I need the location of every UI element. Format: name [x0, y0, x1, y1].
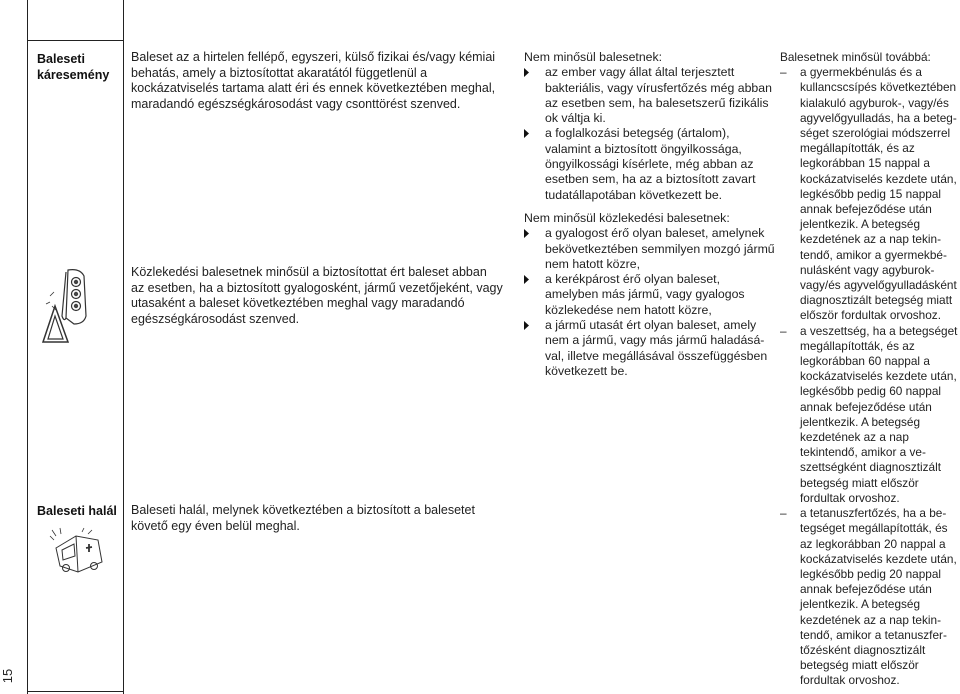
exclusions-column	[524, 50, 776, 379]
bullet-icon	[524, 68, 529, 77]
page-number: 15	[0, 668, 15, 684]
term-accident-event: Baleseti káresemény	[37, 52, 110, 82]
traffic-accident-definition: Közlekedési balesetnek minősül a biztosítottat ért baleset abban az esetben, ha a biztosított gyalogosként, jármű vezetőjeként, vagy utasaként a baleset következtében meghal vagy maradandó egészségkárosodást szenved.	[131, 265, 503, 326]
not-accident-heading: Nem minősül balesetnek:	[524, 50, 663, 64]
not-accident-list	[524, 65, 776, 203]
list-item: – a tetanuszfertőzés, ha a betegséget megállapították, és az legkorábban 20 nappal a kockázatviselés kezdete után, legkésőbb pedig 20 nappal annak befejeződése után jelentkezik. A betegség kezdetének az a nap tekintendő, amikor a tetanuszfertőzésként diagnosztizált betegség miatt először fordultak orvoshoz.	[780, 506, 957, 688]
bullet-icon	[524, 129, 529, 138]
dash-marker: –	[780, 323, 787, 338]
list-item: a kerékpárost érő olyan baleset, amelyben más jármű, vagy gyalogos közlekedése nem hatott közre,	[524, 272, 776, 318]
also-accident-column	[780, 50, 958, 689]
bullet-icon	[524, 275, 529, 284]
also-accident-list	[780, 65, 958, 688]
bullet-icon	[524, 229, 529, 238]
crashed-ambulance-icon	[48, 526, 108, 576]
list-item: a jármű utasát ért olyan baleset, amely nem a jármű, vagy más jármű haladásával, illetve megállásával összefüggésben következett be.	[524, 318, 776, 379]
list-item: az ember vagy állat által terjesztett bakteriális, vagy vírusfertőzés még abban az esetben sem, ha balesetszerű fizikális ok váltja ki.	[524, 65, 776, 126]
also-accident-heading: Balesetnek minősül továbbá:	[780, 50, 931, 64]
not-traffic-list	[524, 226, 776, 379]
list-item: a foglalkozási betegség (ártalom), valamint a biztosított öngyilkossága, öngyilkossági kísérlete, még abban az esetben sem, ha az a biztosított zavart tudatállapotában következett be.	[524, 126, 776, 202]
term-accidental-death: Baleseti halál	[37, 504, 117, 518]
dash-marker: –	[780, 65, 787, 80]
top-rule-line	[27, 40, 123, 41]
left-border-line	[27, 0, 28, 694]
bottom-rule-line	[27, 691, 123, 692]
list-item: – a gyermekbénulás és a kullancscsípés következtében kialakuló agyburok-, vagy/és agyvelőgyulladás, ha a betegséget szerológiai módszerrel megállapították, és az legkorábban 15 nappal a kockázatviselés kezdete után, legkésőbb pedig 15 nappal annak befejeződése után jelentkezik. A betegség kezdetének az a nap tekintendő, amikor a gyermekbénulásként vagy agyburokvagy/és agyvelőgyulladásként diagnosztizált betegség miatt először fordultak orvoshoz.	[780, 65, 957, 323]
traffic-light-icon	[40, 266, 100, 346]
list-item: – a veszettség, ha a betegséget megállapították, és az legkorábban 60 nappal a kockázatviselés kezdete után, legkésőbb pedig 60 nappal annak befejeződése után jelentkezik. A betegség kezdetének az a nap tekintendő, amikor a veszettségként diagnosztizált betegség miatt először fordultak orvoshoz.	[780, 323, 958, 505]
accidental-death-definition: Baleseti halál, melynek következtében a biztosított a balesetet követő egy éven belül meghal.	[131, 503, 475, 533]
list-item: a gyalogost érő olyan baleset, amelynek bekövetkeztében semmilyen mozgó jármű nem hatott közre,	[524, 226, 776, 272]
column-divider-line	[123, 0, 124, 694]
not-traffic-heading: Nem minősül közlekedési balesetnek:	[524, 210, 730, 225]
accident-event-definition: Baleset az a hirtelen fellépő, egyszeri, külső fizikai és/vagy kémiai behatás, amely a biztosítottat akaratától függetlenül a kockázatviselés tartama alatt éri és ennek következtében meghal, maradandó egészségkárosodást vagy csonttörést szenved.	[131, 50, 496, 111]
dash-marker: –	[780, 506, 787, 521]
bullet-icon	[524, 321, 529, 330]
